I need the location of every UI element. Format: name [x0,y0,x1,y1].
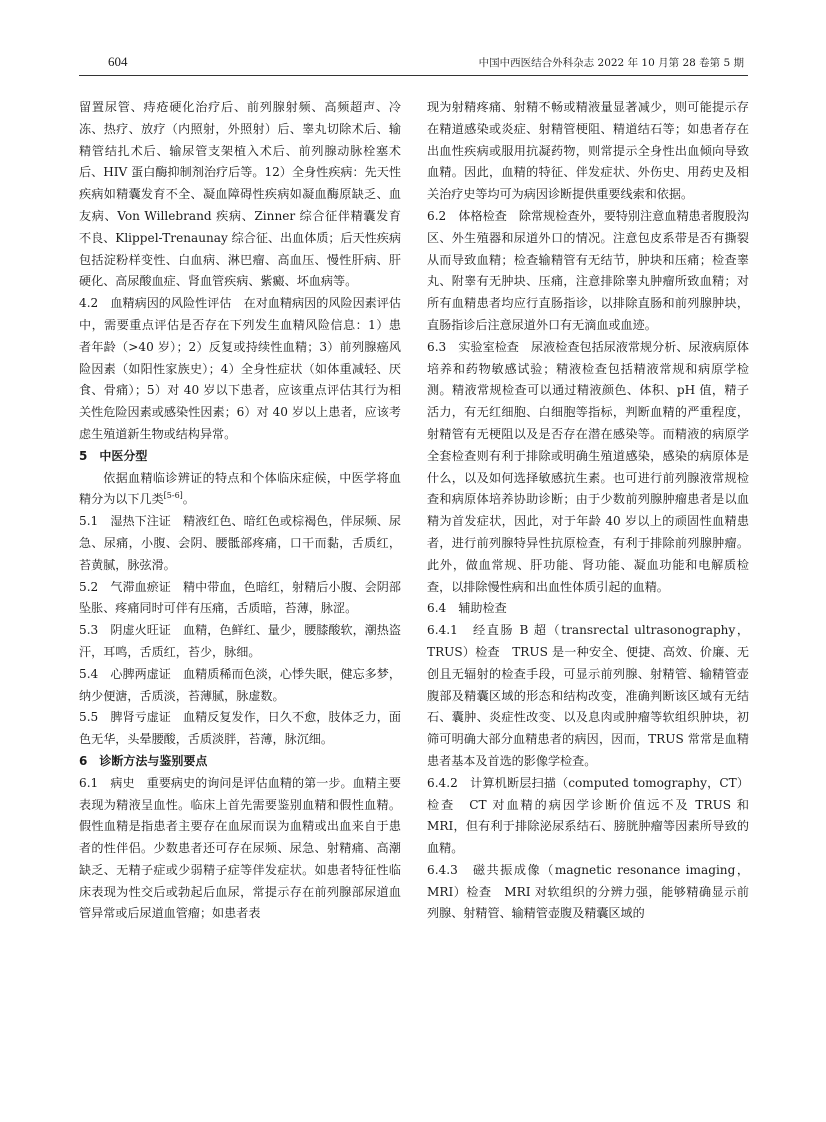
section-5-3 [79,620,401,664]
section-5-4-text: 血精质稀而色淡，心悸失眠，健忘多梦，纳少便溏，舌质淡，苔薄腻，脉虚数。 [79,666,401,703]
section-6-1-heading: 6.1 病史 [79,775,135,790]
section-6-1 [79,773,401,926]
section-6-2 [427,206,749,337]
section-6-4-1 [427,620,749,773]
section-4-2-heading: 4.2 血精病因的风险性评估 [79,296,232,311]
section-5-1 [79,511,401,576]
section-6-4-1-text: TRUS 是一种安全、便捷、高效、价廉、无创且无辐射的检查手段，可显示前列腺、射精管、输精管壶腹部及精囊区域的形态和结构改变，准确判断该区域有无结石、囊肿、炎症性改变、以及息肉或肿瘤等软组织肿块，初筛可明确大部分血精患者的病因，因而，TRUS 常常是血精患者基本及首选的影像学检查。 [427,644,750,768]
section-6-4-2-heading: 6.4.2 计算机断层扫描（computed tomography，CT）检查 [427,775,749,812]
section-5-5-text: 血精反复发作，日久不愈，肢体乏力，面色无华，头晕腰酸，舌质淡胖，苔薄，脉沉细。 [79,710,401,747]
paragraph-risk-list-continued: 留置尿管、痔疮硬化治疗后、前列腺射频、高频超声、冷冻、热疗、放疗（内照射，外照射）后、睾丸切除术后、输精管结扎术后、输尿管支架植入术后、前列腺动脉栓塞术后、HIV 蛋白酶抑制剂治疗后等。12）全身性疾病：先天性疾病如精囊发育不全、凝血障碍性疾病如凝血酶原缺乏、血友病、Von Willebrand 疾病、Zinner 综合征伴精囊发育不良、Klippel-Trenaunay 综合征、出血体质；后天性疾病包括淀粉样变性、白血病、淋巴瘤、高血压、慢性肝病、肝硬化、高尿酸血症、肾血管疾病、紫癜、坏血病等。 [79,100,401,289]
right-column [427,97,749,925]
section-6-4-1-heading: 6.4.1 经直肠 B 超（transrectal ultrasonography，TRUS）检查 [427,623,749,659]
section-6-3-heading: 6.3 实验室检查 [427,339,519,354]
header-rule [79,75,748,76]
section-6-3-text: 尿液检查包括尿液常规分析、尿液病原体培养和药物敏感试验；精液检查包括精液常规和病原学检测。精液常规检查可以通过精液颜色、体积、pH 值，精子活力，有无红细胞、白细胞等指标，判断血精的严重程度，射精管有无梗阻以及是否存在潜在感染等。而精液的病原学全套检查则有利于排除或明确生殖道感染，感染的病原体是什么，以及如何选择敏感抗生素。也可进行前列腺液常规检查和病原体培养协助诊断；由于少数前列腺肿瘤患者是以血精为首发症状，因此，对于年龄 40 岁以上的顽固性血精患者，进行前列腺特异性抗原检查，有利于排除前列腺肿瘤。此外，做血常规、肝功能、肾功能、凝血功能和电解质检查，以排除慢性病和出血性体质引起的血精。 [427,339,749,594]
section-6-2-text: 除常规检查外，要特别注意血精患者腹股沟区、外生殖器和尿道外口的情况。注意包皮系带是否有撕裂从而导致血精；检查输精管有无结节，肿块和压痛；检查睾丸、附睾有无肿块、压痛，注意排除睾丸肿瘤所致血精；对所有血精患者均应行直肠指诊，以排除直肠和前列腺肿块，直肠指诊后注意尿道外口有无滴血或血迹。 [427,208,749,332]
section-6-4-3 [427,860,749,925]
section-6-1-text: 重要病史的询问是评估血精的第一步。血精主要表现为精液呈血性。临床上首先需要鉴别血精和假性血精。假性血精是指患者主要存在血尿而误为血精或出血来自于患者的性伴侣。少数患者还可存在尿频、尿急、射精痛、高潮缺乏、无精子症或少弱精子症等伴发症状。如患者特征性临床表现为性交后或勃起后血尿，常提示存在前列腺部尿道血管异常或后尿道血管瘤；如患者表 [79,775,401,921]
section-6-heading: 6 诊断方法与鉴别要点 [79,753,208,768]
section-5-4-heading: 5.4 心脾两虚证 [79,666,171,681]
section-5-2-text: 精中带血，色暗红，射精后小腹、会阴部坠胀、疼痛同时可伴有压痛，舌质暗，苔薄，脉涩。 [79,579,401,616]
section-6-4-heading: 6.4 辅助检查 [427,601,507,616]
section-6-4-3-heading: 6.4.3 磁共振成像（magnetic resonance imaging，MRI）检查 [427,862,749,899]
section-5-5 [79,707,401,751]
left-column [79,97,401,925]
section-6-4-2-text: CT 对血精的病因学诊断价值远不及 TRUS 和 MRI，但有利于排除泌尿系结石、膀胱肿瘤等因素所导致的血精。 [427,797,749,856]
section-5-5-heading: 5.5 脾肾亏虚证 [79,710,171,725]
section-5-intro-text: 依据血精临诊辨证的特点和个体临床症候，中医学将血精分为以下几类 [79,470,401,507]
paragraph-history-continued: 现为射精疼痛、射精不畅或精液量显著减少，则可能提示存在精道感染或炎症、射精管梗阻、精道结石等；如患者存在出血性疾病或服用抗凝药物，则常提示全身性出血倾向导致血精。因此，血精的特征、伴发症状、外伤史、用药史及相关治疗史等均可为病因诊断提供重要线索和依据。 [427,100,749,202]
section-5-1-text: 精液红色、暗红色或棕褐色，伴尿频、尿急、尿痛，小腹、会阴、腰骶部疼痛，口干而黏，舌质红，苔黄腻，脉弦滑。 [79,514,401,572]
section-5-3-text: 血精，色鲜红、量少，腰膝酸软，潮热盗汗，耳鸣，舌质红，苔少，脉细。 [79,623,401,659]
section-5-4 [79,664,401,708]
section-6-4-2 [427,773,749,860]
section-5-1-heading: 5.1 湿热下注证 [79,514,171,529]
section-5-heading: 5 中医分型 [79,448,148,463]
section-6-3 [427,337,749,599]
section-4-2 [79,293,401,446]
journal-running-head: 中国中西医结合外科杂志 2022 年 10 月第 28 卷第 5 期 [478,57,744,69]
citation-ref: [5-6] [163,491,183,501]
section-6-2-heading: 6.2 体格检查 [427,208,507,223]
section-4-2-text: 在对血精病因的风险因素评估中，需要重点评估是否存在下列发生血精风险信息：1）患者年龄（>40 岁）；2）反复或持续性血精；3）前列腺癌风险因素（如阳性家族史）；4）全身性症状（如体重减轻、厌食、骨痛）；5）对 40 岁以下患者，应该重点评估其行为相关性危险因素或感染性因素；6）对 40 岁以上患者，应该考虑生殖道新生物或结构异常。 [79,296,401,441]
section-5-intro [79,468,401,512]
section-5-intro-end: 。 [182,492,195,507]
page-number: 604 [108,54,128,69]
section-5-2-heading: 5.2 气滞血瘀证 [79,579,171,594]
section-5-3-heading: 5.3 阴虚火旺证 [79,623,171,638]
section-5-2 [79,577,401,621]
section-6-4-3-text: MRI 对软组织的分辨力强，能够精确显示前列腺、射精管、输精管壶腹及精囊区域的 [427,884,749,921]
